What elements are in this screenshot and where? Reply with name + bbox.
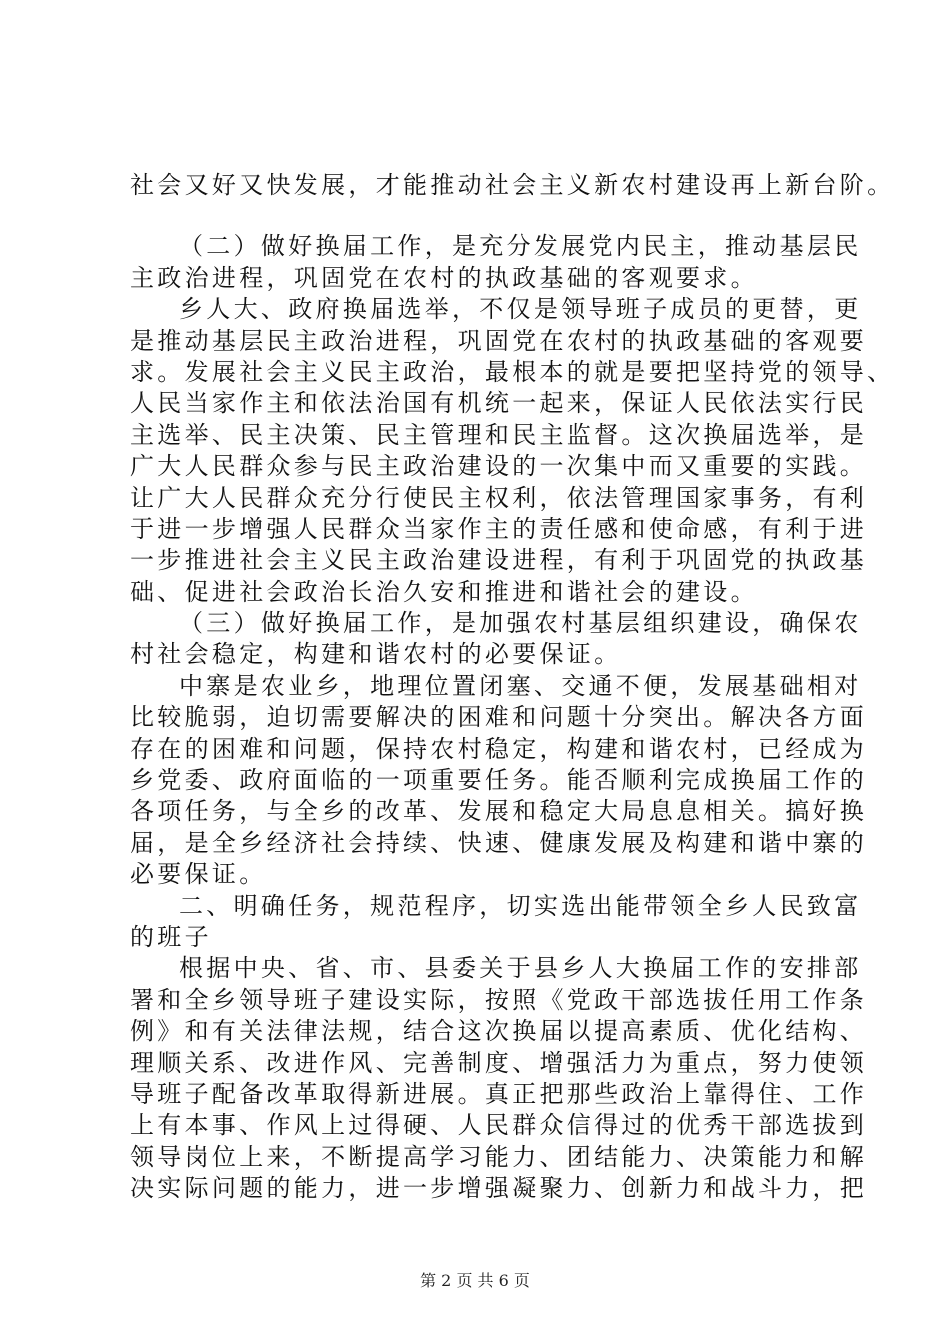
text-line: 领导岗位上来，不断提高学习能力、团结能力、决策能力和解 <box>130 1142 868 1171</box>
text-line: 的班子 <box>130 922 212 951</box>
text-line: 届，是全乡经济社会持续、快速、健康发展及构建和谐中寨的 <box>130 828 868 857</box>
document-body <box>130 170 895 1205</box>
text-line: 二、明确任务，规范程序，切实选出能带领全乡人民致富 <box>179 891 862 920</box>
text-line: 主选举、民主决策、民主管理和民主监督。这次换届选举，是 <box>130 420 868 449</box>
text-line: （三）做好换届工作，是加强农村基层组织建设，确保农 <box>179 609 862 638</box>
paragraph-gap <box>130 201 835 231</box>
text-line: 理顺关系、改进作风、完善制度、增强活力为重点，努力使领 <box>130 1048 868 1077</box>
text-line: 存在的困难和问题，保持农村稳定，构建和谐农村，已经成为 <box>130 734 868 763</box>
text-line: 社会又好又快发展，才能推动社会主义新农村建设再上新台阶。 <box>130 171 895 199</box>
text-line: 上有本事、作风上过得硬、人民群众信得过的优秀干部选拔到 <box>130 1111 868 1140</box>
text-line: 让广大人民群众充分行使民主权利，依法管理国家事务，有利 <box>130 483 868 512</box>
text-line: 村社会稳定，构建和谐农村的必要保证。 <box>130 640 622 669</box>
text-line: 必要保证。 <box>130 860 267 889</box>
page-footer: 第 2 页 共 6 页 <box>420 1271 530 1290</box>
text-line: 比较脆弱，迫切需要解决的困难和问题十分突出。解决各方面 <box>130 703 868 732</box>
text-line: 广大人民群众参与民主政治建设的一次集中而又重要的实践。 <box>130 452 868 481</box>
text-line: 各项任务，与全乡的改革、发展和稳定大局息息相关。搞好换 <box>130 797 868 826</box>
text-line: （二）做好换届工作，是充分发展党内民主，推动基层民 <box>179 232 862 261</box>
text-line: 主政治进程，巩固党在农村的执政基础的客观要求。 <box>130 263 758 292</box>
text-line: 导班子配备改革取得新进展。真正把那些政治上靠得住、工作 <box>130 1079 868 1108</box>
text-line: 乡党委、政府面临的一项重要任务。能否顺利完成换届工作的 <box>130 766 868 795</box>
text-line: 人民当家作主和依法治国有机统一起来，保证人民依法实行民 <box>130 389 868 418</box>
text-line: 于进一步增强人民群众当家作主的责任感和使命感，有利于进 <box>130 514 868 543</box>
text-line: 根据中央、省、市、县委关于县乡人大换届工作的安排部 <box>179 954 862 983</box>
text-line: 础、促进社会政治长治久安和推进和谐社会的建设。 <box>130 577 758 606</box>
text-line: 署和全乡领导班子建设实际，按照《党政干部选拔任用工作条 <box>130 985 868 1014</box>
text-line: 是推动基层民主政治进程，巩固党在农村的执政基础的客观要 <box>130 326 868 355</box>
text-line: 乡人大、政府换届选举，不仅是领导班子成员的更替，更 <box>179 295 862 324</box>
text-line: 例》和有关法律法规，结合这次换届以提高素质、优化结构、 <box>130 1017 868 1046</box>
text-line: 决实际问题的能力，进一步增强凝聚力、创新力和战斗力，把 <box>130 1174 868 1203</box>
text-line: 中寨是农业乡，地理位置闭塞、交通不便，发展基础相对 <box>179 671 862 700</box>
text-line: 一步推进社会主义民主政治建设进程，有利于巩固党的执政基 <box>130 546 868 575</box>
text-line: 求。发展社会主义民主政治，最根本的就是要把坚持党的领导、 <box>130 357 895 386</box>
